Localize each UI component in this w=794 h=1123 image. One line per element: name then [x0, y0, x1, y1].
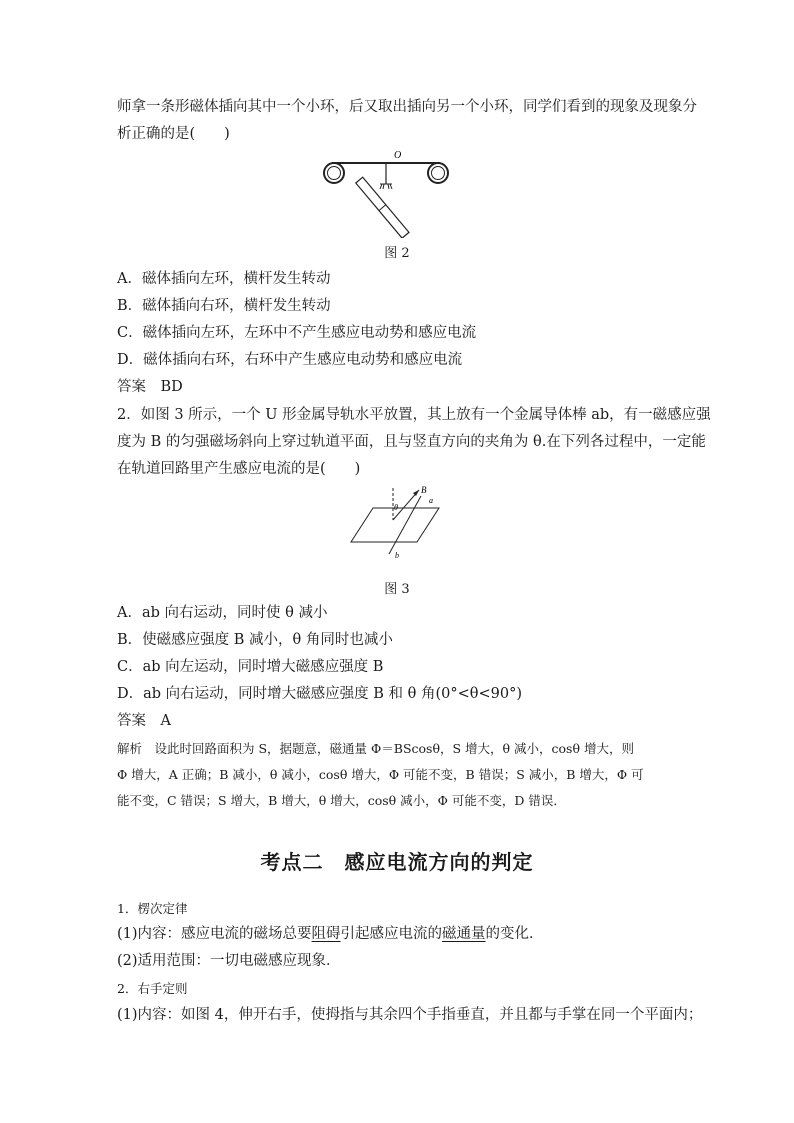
q2-stem-line-3: 在轨道回路里产生感应电流的是( )	[117, 461, 361, 477]
q1-answer: 答案 BD	[117, 379, 183, 395]
section-heading: 考点二 感应电流方向的判定	[260, 850, 534, 874]
q1-stem-line-1: 师拿一条形磁体插向其中一个小环，后又取出插向另一个小环，同学们看到的现象及现象分	[117, 99, 697, 115]
q2-option-b: B．使磁感应强度 B 减小，θ 角同时也减小	[117, 632, 393, 648]
figure-2-label-o: O	[394, 150, 402, 161]
q2-analysis-line-3: 能不变，C 错误；S 增大，B 增大，θ 增大，cosθ 减小，Φ 可能不变，D 错误．	[117, 793, 566, 808]
q1-option-d: D．磁体插向右环，右环中产生感应电动势和感应电流	[117, 352, 463, 368]
q2-option-c: C．ab 向左运动，同时增大磁感应强度 B	[117, 659, 384, 675]
figure-3-label-a: a	[429, 496, 433, 505]
lenz-heading: 1．楞次定律	[117, 901, 188, 916]
lenz-content-prefix: (1)内容：感应电流的磁场总要	[117, 926, 312, 942]
q1-option-a: A．磁体插向左环，横杆发生转动	[117, 271, 331, 287]
lenz-content-underline-2: 磁通量	[442, 926, 486, 942]
lenz-scope: (2)适用范围：一切电磁感应现象．	[117, 953, 341, 969]
lenz-content-suffix: 的变化．	[485, 926, 544, 942]
q2-answer: 答案 A	[117, 713, 171, 729]
lenz-content-underline-1: 阻碍	[311, 926, 341, 942]
figure-2-rings-and-magnet	[310, 146, 470, 238]
q2-stem-line-1: 2．如图 3 所示，一个 U 形金属导轨水平放置，其上放有一个金属导体棒 ab，有一磁感应强	[117, 407, 711, 423]
q2-option-a: A．ab 向右运动，同时使 θ 减小	[117, 605, 328, 621]
q1-stem-line-2: 析正确的是( )	[117, 126, 230, 142]
lenz-content	[117, 923, 677, 945]
lenz-content-mid: 引起感应电流的	[340, 926, 443, 942]
q2-analysis-line-2: Φ 增大，A 正确；B 减小，θ 减小，cosθ 增大，Φ 可能不变，B 错误；S 减小，B 增大，Φ 可	[117, 767, 644, 782]
figure-3-u-rail-and-field	[345, 484, 445, 562]
right-hand-heading: 2．右手定则	[117, 981, 188, 996]
q1-option-c: C．磁体插向左环，左环中不产生感应电动势和感应电流	[117, 325, 477, 341]
right-hand-content: (1)内容：如图 4，伸开右手，使拇指与其余四个手指垂直，并且都与手掌在同一个平面内；	[117, 1007, 703, 1023]
figure-3-label-b: b	[395, 551, 399, 560]
figure-3-label-b-field: B	[421, 485, 427, 495]
figure-3-label-theta: θ	[394, 503, 398, 512]
q2-option-d: D．ab 向右运动，同时增大磁感应强度 B 和 θ 角(0°<θ<90°)	[117, 686, 523, 702]
q1-option-b: B．磁体插向右环，横杆发生转动	[117, 298, 331, 314]
q2-analysis-line-1: 解析 设此时回路面积为 S，据题意，磁通量 Φ＝BScosθ，S 增大，θ 减小，cosθ 增大，则	[117, 741, 634, 756]
q2-stem-line-2: 度为 B 的匀强磁场斜向上穿过轨道平面，且与竖直方向的夹角为 θ.在下列各过程中，一定能	[117, 434, 706, 450]
figure-3-caption: 图 3	[384, 582, 410, 597]
figure-2-caption: 图 2	[384, 246, 410, 261]
